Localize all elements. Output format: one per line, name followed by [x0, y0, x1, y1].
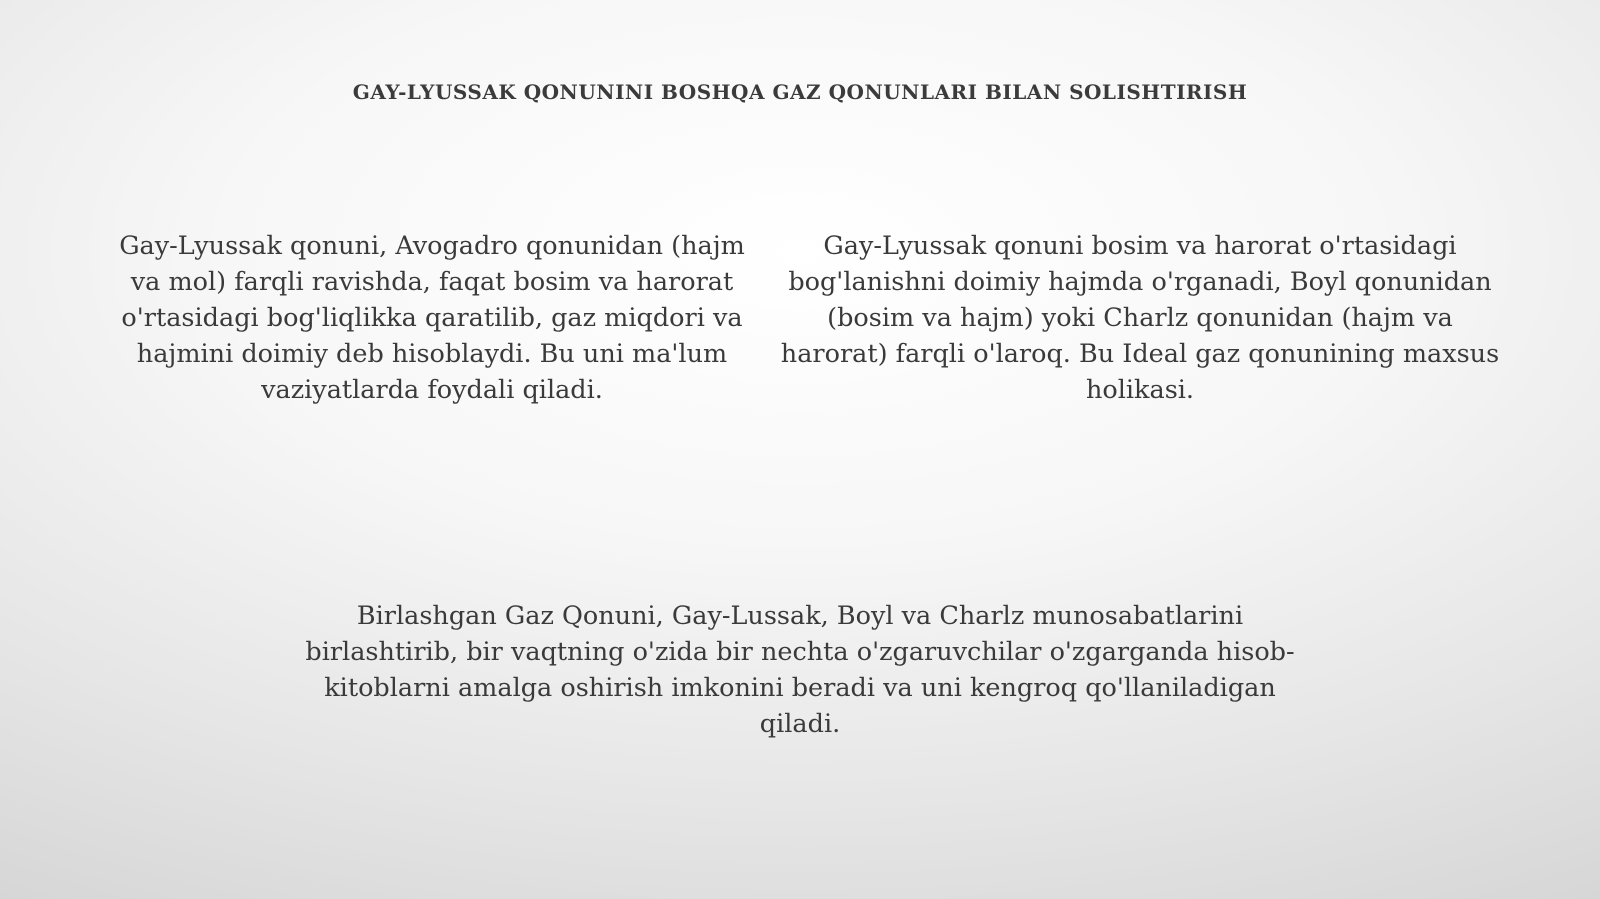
right-paragraph: Gay-Lyussak qonuni bosim va harorat o'rtasidagi bog'lanishni doimiy hajmda o'rganadi, Boyl qonunidan (bosim va hajm) yoki Charlz qonunidan (hajm va harorat) farqli o'laroq. Bu Ideal gaz qonunining maxsus holikasi.	[780, 231, 1500, 405]
bottom-paragraph: Birlashgan Gaz Qonuni, Gay-Lussak, Boyl va Charlz munosabatlarini birlashtirib, bir vaqtning o'zida bir nechta o'zgaruvchilar o'zgarganda hisob-kitoblarni amalga oshirish imkonini beradi va uni kengroq qo'llaniladigan qiladi.	[305, 601, 1295, 739]
slide-title: GAY-LYUSSAK QONUNINI BOSHQA GAZ QONUNLARI BILAN SOLISHTIRISH	[352, 80, 1248, 104]
left-paragraph: Gay-Lyussak qonuni, Avogadro qonunidan (hajm va mol) farqli ravishda, faqat bosim va harorat o'rtasidagi bog'liqlikka qaratilib, gaz miqdori va hajmini doimiy deb hisoblaydi. Bu uni ma'lum vaziyatlarda foydali qiladi.	[119, 231, 745, 405]
